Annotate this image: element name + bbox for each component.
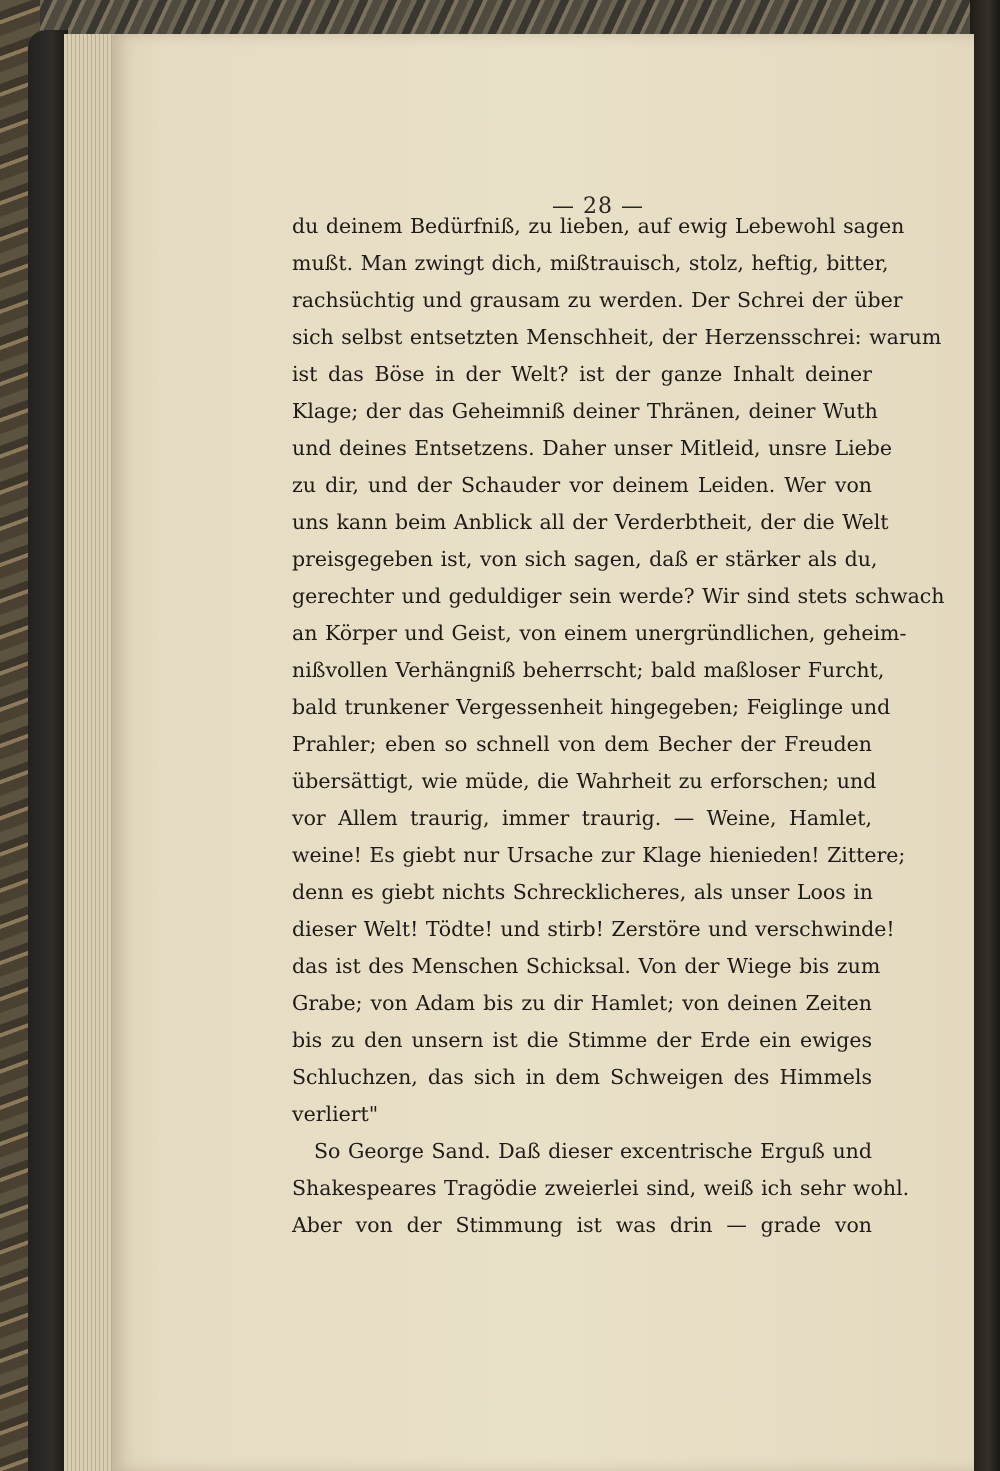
text-line: Grabe; von Adam bis zu dir Hamlet; von deinen Zeiten (292, 991, 872, 1015)
text-line: preisgegeben ist, von sich sagen, daß er stärker als du, (292, 547, 878, 571)
text-line: Klage; der das Geheimniß deiner Thränen, deiner Wuth (292, 399, 878, 423)
text-line: Prahler; eben so schnell von dem Becher der Freuden (292, 732, 872, 756)
book-spine (28, 30, 68, 1471)
text-line: weine! Es giebt nur Ursache zur Klage hienieden! Zittere; (292, 843, 906, 867)
book-cover-right-edge (970, 0, 1000, 1471)
body-text (292, 208, 945, 1244)
text-line: ist das Böse in der Welt? ist der ganze Inhalt deiner (292, 362, 872, 386)
text-line: Aber von der Stimmung ist was drin — grade von (292, 1213, 872, 1237)
text-line: bis zu den unsern ist die Stimme der Erde ein ewiges (292, 1028, 872, 1052)
text-line: vor Allem traurig, immer traurig. — Weine, Hamlet, (292, 806, 872, 830)
text-line: dieser Welt! Tödte! und stirb! Zerstöre und verschwinde! (292, 917, 895, 941)
text-line: mußt. Man zwingt dich, mißtrauisch, stolz, heftig, bitter, (292, 251, 889, 275)
text-line: uns kann beim Anblick all der Verderbtheit, der die Welt (292, 510, 889, 534)
page-stack-edges (64, 34, 114, 1471)
text-line: du deinem Bedürfniß, zu lieben, auf ewig Lebewohl sagen (292, 214, 905, 238)
text-line: Schluchzen, das sich in dem Schweigen des Himmels (292, 1065, 872, 1089)
text-line: Shakespeares Tragödie zweierlei sind, weiß ich sehr wohl. (292, 1176, 910, 1200)
text-line: bald trunkener Vergessenheit hingegeben; Feiglinge und (292, 695, 891, 719)
page-number: — 28 — (552, 194, 644, 219)
text-line: übersättigt, wie müde, die Wahrheit zu erforschen; und (292, 769, 877, 793)
text-line: nißvollen Verhängniß beherrscht; bald maßloser Furcht, (292, 658, 885, 682)
text-line: sich selbst entsetzten Menschheit, der Herzensschrei: warum (292, 325, 942, 349)
text-line: zu dir, und der Schauder vor deinem Leiden. Wer von (292, 473, 872, 497)
text-line: gerechter und geduldiger sein werde? Wir sind stets schwach (292, 584, 945, 608)
text-line: verliert" (292, 1102, 379, 1126)
text-line: So George Sand. Daß dieser excentrische Erguß und (314, 1139, 872, 1163)
text-line: das ist des Menschen Schicksal. Von der Wiege bis zum (292, 954, 881, 978)
text-line: an Körper und Geist, von einem unergründlichen, geheim- (292, 621, 907, 645)
text-line: rachsüchtig und grausam zu werden. Der Schrei der über (292, 288, 903, 312)
text-line: und deines Entsetzens. Daher unser Mitleid, unsre Liebe (292, 436, 893, 460)
text-line: denn es giebt nichts Schrecklicheres, als unser Loos in (292, 880, 874, 904)
